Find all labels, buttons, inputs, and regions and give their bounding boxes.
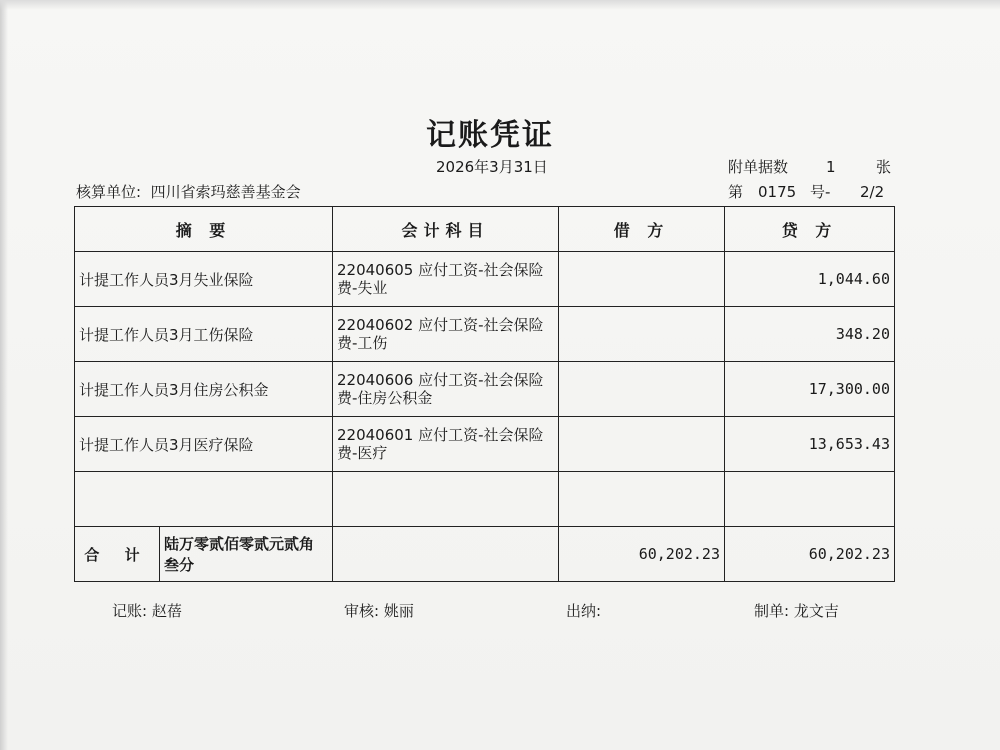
total-inner bbox=[75, 527, 332, 581]
bookkeeper-label: 记账: bbox=[112, 602, 148, 620]
header-summary: 摘 要 bbox=[75, 207, 333, 252]
empty-cell bbox=[333, 472, 559, 527]
row-summary: 计提工作人员3月失业保险 bbox=[75, 252, 333, 307]
voucher-date: 2026年3月31日 bbox=[436, 158, 548, 176]
number-value: 0175 bbox=[758, 183, 797, 201]
page-indicator: 2/2 bbox=[860, 183, 885, 201]
cashier-label: 出纳: bbox=[566, 602, 602, 620]
total-debit: 60,202.23 bbox=[559, 527, 725, 582]
row-subject bbox=[333, 307, 559, 362]
row-credit: 13,653.43 bbox=[725, 417, 895, 472]
attachments-info bbox=[728, 156, 891, 177]
table-row bbox=[75, 417, 895, 472]
empty-cell bbox=[75, 472, 333, 527]
scan-edge bbox=[0, 0, 1000, 10]
row-subject bbox=[333, 417, 559, 472]
cashier-signature bbox=[566, 600, 606, 621]
header-credit: 贷 方 bbox=[725, 207, 895, 252]
attachments-count: 1 bbox=[826, 158, 836, 176]
total-label: 合 计 bbox=[75, 527, 160, 581]
total-credit: 60,202.23 bbox=[725, 527, 895, 582]
subject-line2: 费-住房公积金 bbox=[337, 389, 433, 407]
table-row bbox=[75, 307, 895, 362]
table-header-row bbox=[75, 207, 895, 252]
subject-line1: 22040605 应付工资-社会保险 bbox=[337, 261, 544, 279]
reviewer-signature bbox=[344, 600, 414, 621]
total-row bbox=[75, 527, 895, 582]
unit-name: 四川省索玛慈善基金会 bbox=[150, 183, 301, 201]
preparer-name: 龙文吉 bbox=[793, 602, 839, 620]
total-label-cell bbox=[75, 527, 333, 582]
bookkeeper-name: 赵蓓 bbox=[151, 602, 182, 620]
subject-line1: 22040602 应付工资-社会保险 bbox=[337, 316, 544, 334]
header-debit: 借 方 bbox=[559, 207, 725, 252]
row-credit: 17,300.00 bbox=[725, 362, 895, 417]
number-suffix: 号- bbox=[810, 183, 831, 201]
voucher-table bbox=[74, 206, 895, 582]
accounting-unit bbox=[76, 181, 301, 202]
table-row bbox=[75, 252, 895, 307]
row-summary: 计提工作人员3月医疗保险 bbox=[75, 417, 333, 472]
row-summary: 计提工作人员3月工伤保险 bbox=[75, 307, 333, 362]
subject-line2: 费-失业 bbox=[337, 279, 388, 297]
empty-cell bbox=[725, 472, 895, 527]
empty-cell bbox=[559, 472, 725, 527]
subject-line1: 22040606 应付工资-社会保险 bbox=[337, 371, 544, 389]
row-debit bbox=[559, 307, 725, 362]
total-words-continuation bbox=[333, 527, 559, 582]
preparer-label: 制单: bbox=[754, 602, 790, 620]
row-subject bbox=[333, 362, 559, 417]
voucher-number bbox=[728, 181, 884, 202]
bookkeeper-signature bbox=[112, 600, 182, 621]
unit-label: 核算单位: bbox=[76, 183, 142, 201]
total-words: 陆万零贰佰零贰元贰角叁分 bbox=[164, 535, 315, 574]
voucher-title: 记账凭证 bbox=[426, 118, 554, 153]
attachments-label: 附单据数 bbox=[728, 158, 789, 176]
subject-line1: 22040601 应付工资-社会保险 bbox=[337, 426, 544, 444]
subject-line2: 费-工伤 bbox=[337, 334, 388, 352]
row-debit bbox=[559, 417, 725, 472]
attachments-unit: 张 bbox=[876, 158, 892, 176]
reviewer-name: 姚丽 bbox=[383, 602, 414, 620]
row-debit bbox=[559, 252, 725, 307]
number-prefix: 第 bbox=[728, 183, 744, 201]
row-debit bbox=[559, 362, 725, 417]
row-subject bbox=[333, 252, 559, 307]
reviewer-label: 审核: bbox=[344, 602, 380, 620]
row-credit: 1,044.60 bbox=[725, 252, 895, 307]
header-subject: 会计科目 bbox=[333, 207, 559, 252]
table-row-empty bbox=[75, 472, 895, 527]
table-row bbox=[75, 362, 895, 417]
row-credit: 348.20 bbox=[725, 307, 895, 362]
preparer-signature bbox=[754, 600, 839, 621]
row-summary: 计提工作人员3月住房公积金 bbox=[75, 362, 333, 417]
subject-line2: 费-医疗 bbox=[337, 444, 388, 462]
